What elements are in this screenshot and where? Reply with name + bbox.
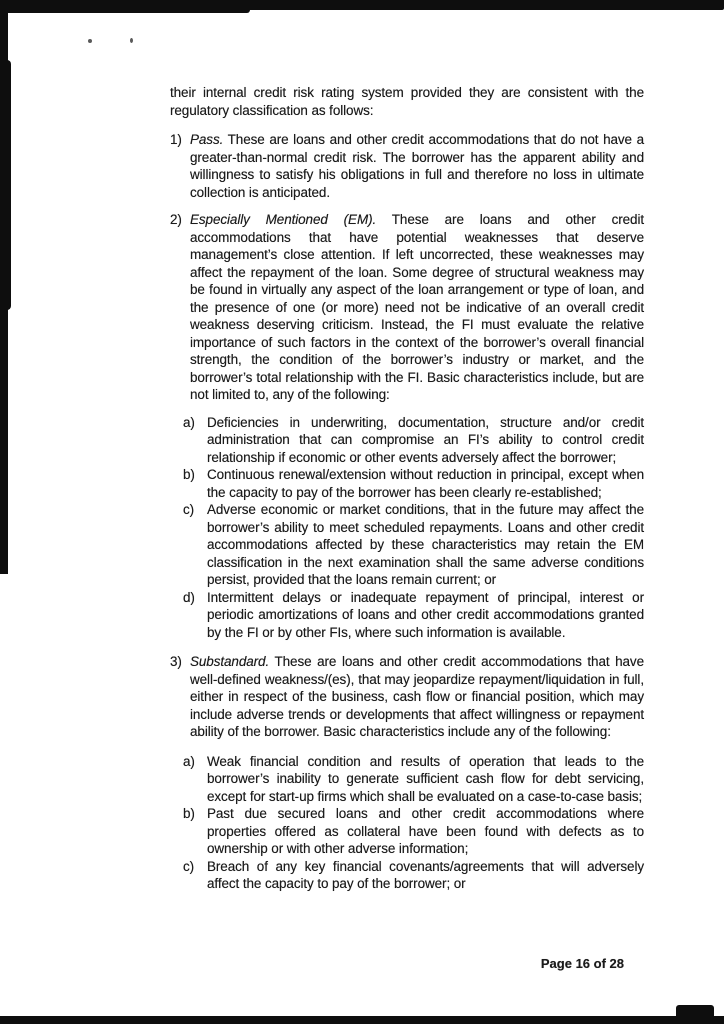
item-lead-pass: Pass.: [190, 132, 224, 147]
scan-artifact-bottom-edge: [0, 1016, 724, 1024]
sublist-item-c: [183, 858, 644, 893]
list-marker: 2): [170, 212, 182, 227]
scan-artifact-left-edge-wide: [0, 60, 11, 310]
sublist-item-text: Deficiencies in underwriting, documentation, structure and/or credit administration that can compromise an FI’s ability to control credit relationship if economic or other events adversely affect the borrower;: [207, 414, 644, 465]
sublist-marker: c): [183, 502, 195, 517]
list-marker: 3): [170, 654, 182, 669]
scan-speck: [88, 39, 92, 43]
sublist-item-text: Weak financial condition and results of operation that leads to the borrower’s inability to generate sufficient cash flow for debt servicing, except for start-up firms which shall be evaluated on a case-to-case basis;: [207, 753, 644, 804]
scan-speck: [130, 38, 133, 43]
sublist-item-d: [183, 589, 644, 642]
sublist-item-text: Breach of any key financial covenants/agreements that will adversely affect the capacity to pay of the borrower; or: [207, 858, 644, 891]
item-lead-especially-mentioned: Especially Mentioned (EM).: [190, 212, 377, 227]
scan-artifact-bottom-right-mark: [676, 1005, 714, 1019]
sublist-marker: b): [183, 806, 195, 821]
sublist-item-b: [183, 805, 644, 858]
item-body: These are loans and other credit accommodations that do not have a greater-than-normal credit risk. The borrower has the apparent ability and willingness to satisfy his obligations in full and therefore no loss in ultimate collection is anticipated.: [190, 132, 644, 200]
list-marker: 1): [170, 132, 182, 147]
sublist-marker: c): [183, 858, 195, 874]
list-item-text: [190, 131, 644, 201]
sublist-item-b: [183, 466, 644, 501]
sublist-item-text: Past due secured loans and other credit accommodations where properties offered as collateral have been found with defects as to ownership or with other adverse information;: [207, 806, 644, 856]
page-number: Page 16 of 28: [540, 956, 624, 971]
sublist-marker: a): [183, 753, 195, 769]
sublist-marker: a): [183, 414, 195, 430]
document-body: [170, 84, 644, 905]
list-item-pass: [170, 131, 644, 201]
sublist-item-text: Adverse economic or market conditions, that in the future may affect the borrower’s ability to meet scheduled repayments. Loans and other credit accommodations affected by these characteristics may retain the EM classification in the next examination shall the same adverse conditions persist, provided that the loans remain current; or: [207, 502, 644, 587]
sublist-item-a: [183, 414, 644, 467]
intro-paragraph: their internal credit risk rating system provided they are consistent with the regulatory classification as follows:: [170, 85, 644, 118]
scan-artifact-top-left-edge: [0, 0, 250, 13]
item-body: These are loans and other credit accommodations that have potential weaknesses that deserve management’s close attention. If left uncorrected, these weaknesses may affect the repayment of the loan. Some degree of structural weakness may be found in virtually any aspect of the loan arrangement or type of loan, and the presence of one (or more) need not be indicative of an overall credit weakness deserving criticism. Instead, the FI must evaluate the relative importance of such factors in the context of the borrower’s overall financial strength, the condition of the borrower’s industry or market, and the borrower’s total relationship with the FI. Basic characteristics include, but are not limited to, any of the following:: [190, 212, 644, 402]
sublist-item-c: [183, 501, 644, 589]
sublist-marker: d): [183, 589, 195, 605]
item-body: These are loans and other credit accommodations that have well-defined weakness/(es), that may jeopardize repayment/liquidation in full, either in respect of the business, cash flow or financial position, which may include adverse trends or developments that affect willingness or repayment ability of the borrower. Basic characteristics include any of the following:: [190, 654, 644, 739]
sublist-substandard: [183, 753, 644, 893]
sublist-marker: b): [183, 467, 195, 482]
list-item-text: [190, 653, 644, 741]
sublist-item-text: Continuous renewal/extension without reduction in principal, except when the capacity to pay of the borrower has been clearly re-established;: [207, 467, 644, 500]
sublist-item-a: [183, 753, 644, 806]
list-item-substandard: [170, 653, 644, 741]
sublist-em: [183, 414, 644, 642]
list-item-especially-mentioned: [170, 211, 644, 404]
item-lead-substandard: Substandard.: [190, 654, 270, 669]
list-item-text: [190, 211, 644, 404]
sublist-item-text: Intermittent delays or inadequate repayment of principal, interest or periodic amortizations of loans and other credit accommodations granted by the FI or by other FIs, where such information is available.: [207, 589, 644, 640]
